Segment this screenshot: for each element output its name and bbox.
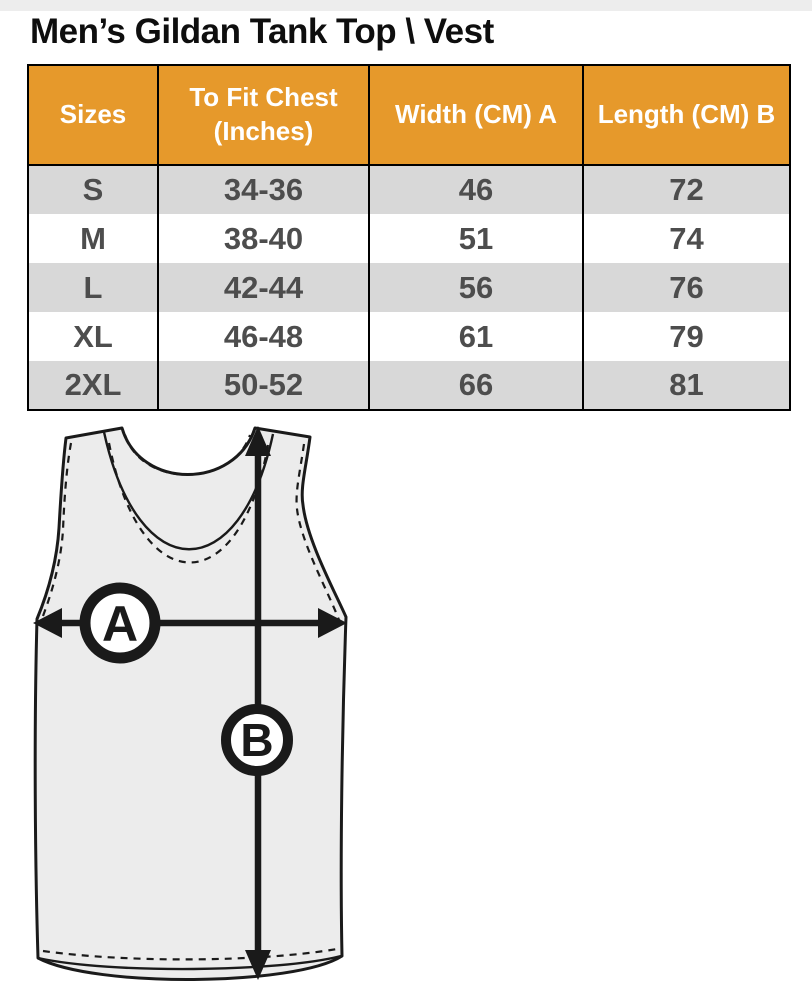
column-header-length: Length (CM) B bbox=[583, 65, 790, 165]
table-row bbox=[28, 214, 790, 263]
column-header-sizes: Sizes bbox=[28, 65, 158, 165]
size-cell: 2XL bbox=[28, 361, 158, 410]
width-cell: 56 bbox=[369, 263, 583, 312]
column-header-width: Width (CM) A bbox=[369, 65, 583, 165]
length-cell: 79 bbox=[583, 312, 790, 361]
width-cell: 46 bbox=[369, 165, 583, 214]
chest-cell: 42-44 bbox=[158, 263, 369, 312]
size-chart-table bbox=[27, 64, 791, 411]
chest-cell: 38-40 bbox=[158, 214, 369, 263]
width-label-badge bbox=[85, 588, 155, 658]
size-cell: XL bbox=[28, 312, 158, 361]
size-cell: M bbox=[28, 214, 158, 263]
length-label: B bbox=[240, 714, 274, 766]
length-label-badge bbox=[226, 709, 288, 771]
width-label: A bbox=[101, 596, 139, 652]
page-title: Men’s Gildan Tank Top \ Vest bbox=[30, 12, 494, 51]
length-cell: 72 bbox=[583, 165, 790, 214]
width-cell: 66 bbox=[369, 361, 583, 410]
table-row bbox=[28, 263, 790, 312]
table-row bbox=[28, 165, 790, 214]
chest-cell: 46-48 bbox=[158, 312, 369, 361]
size-cell: L bbox=[28, 263, 158, 312]
size-cell: S bbox=[28, 165, 158, 214]
top-strip bbox=[0, 0, 812, 11]
table-row bbox=[28, 361, 790, 410]
length-cell: 76 bbox=[583, 263, 790, 312]
width-cell: 61 bbox=[369, 312, 583, 361]
tank-top-diagram bbox=[0, 410, 400, 1000]
table-row bbox=[28, 312, 790, 361]
column-header-chest: To Fit Chest (Inches) bbox=[158, 65, 369, 165]
width-cell: 51 bbox=[369, 214, 583, 263]
length-cell: 81 bbox=[583, 361, 790, 410]
chest-cell: 34-36 bbox=[158, 165, 369, 214]
chest-cell: 50-52 bbox=[158, 361, 369, 410]
length-cell: 74 bbox=[583, 214, 790, 263]
table-header-row bbox=[28, 65, 790, 165]
tank-top-outline bbox=[35, 428, 346, 980]
